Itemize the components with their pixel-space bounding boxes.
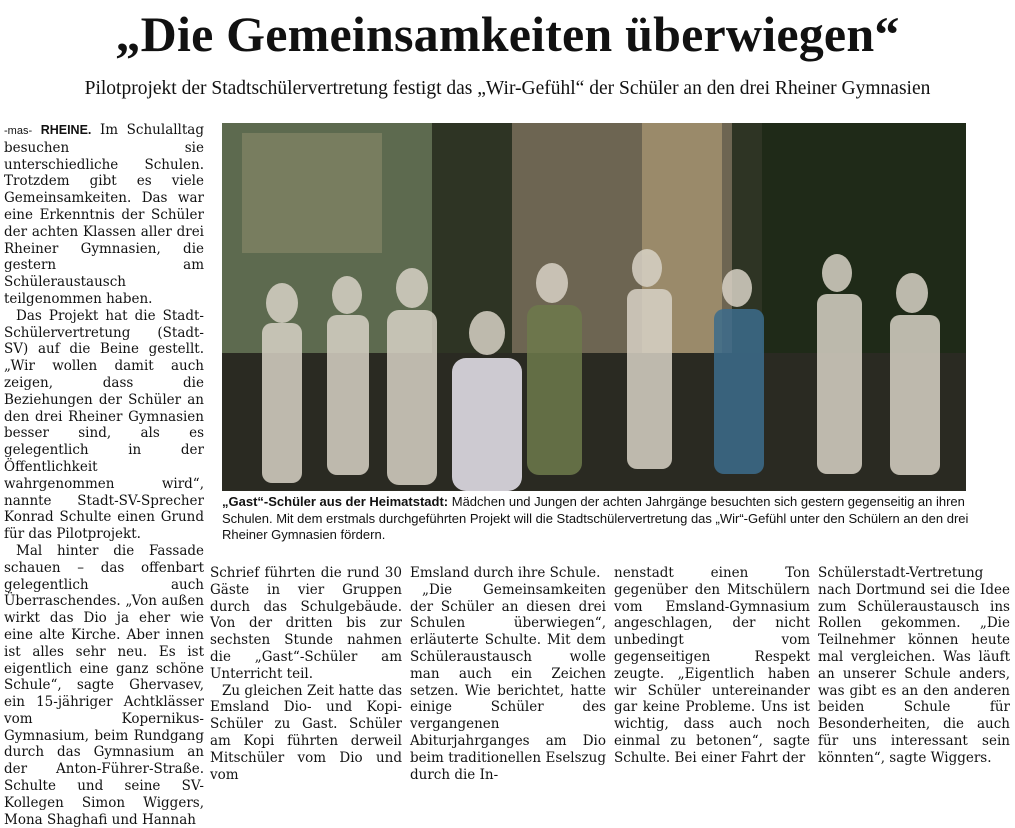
paragraph: nenstadt einen Ton gegenüber den Mitschülern vom Emsland-Gymnasium angeschlagen, der nicht unbedingt vom gegenseitigen Respekt zeugte. „Eigentlich haben wir Schüler untereinander gar keine Probleme. Uns ist wichtig, dass auch noch einmal zu betonen“, sagte Schulte. Bei einer Fahrt der [614,565,810,766]
text-column-3 [410,565,606,783]
text-column-1 [4,122,204,828]
author-tag: -mas- [4,125,33,137]
caption-title: „Gast“-Schüler aus der Heimatstadt: [222,494,449,509]
text-column-2 [210,565,402,783]
text-column-4 [614,565,810,767]
paragraph: „Die Gemeinsamkeiten der Schüler an diesen drei Schulen überwiegen“, erläuterte Schulte. Mit dem Schüleraustausch wolle man auch ein Zeichen setzen. Wie berichtet, hatte einige Schüler des vergangenen Abiturjahrganges am Dio beim traditionellen Eselszug durch die In- [410,581,606,783]
paragraph: Emsland durch ihre Schule. [410,565,601,581]
dateline: RHEINE. [40,123,92,137]
subheadline: Pilotprojekt der Stadtschülervertretung festigt das „Wir-Gefühl“ der Schüler an den drei Rheiner Gymnasien [84,78,931,99]
caption-text: Mädchen und Jungen der achten Jahrgänge besuchten sich gestern gegenseitig an ihren Schulen. Mit dem erstmals durchgeführten Projekt will die Stadtschülervertretung das „Wir“-Gefühl unter den Schülern an den drei Rheiner Gymnasien fördern. [222,494,969,542]
text-column-5 [818,565,1010,767]
photo-caption [222,494,970,544]
paragraph: Schrief führten die rund 30 Gäste in vier Gruppen durch das Schulgebäude. Von der dritten bis zur sechsten Stunde nahmen die „Gast“-Schüler am Unterricht teil. [210,565,402,682]
group-photo [222,123,966,491]
headline: „Die Gemeinsamkeiten überwiegen“ [115,6,900,62]
paragraph: Schülerstadt-Vertretung nach Dortmund sei die Idee zum Schüleraustausch ins Rollen gekommen. „Die Teilnehmer können heute mal vergleichen. Was läuft an unserer Schule anders, was gibt es an den anderen beiden Schule für Besonderheiten, die auch für uns interessant sein könnten“, sagte Wiggers. [818,565,1010,766]
paragraph-text: Im Schulalltag besuchen sie unterschiedliche Schulen. Trotzdem gibt es viele Gemeinsamkeiten. Das war eine Erkenntnis der Schüler der achten Klassen aller drei Rheiner Gymnasien, die gestern am Schüleraustausch teilgenommen haben. [4,122,204,307]
paragraph [4,122,204,308]
paragraph: Das Projekt hat die Stadt-Schülervertretung (Stadt-SV) auf die Beine gestellt. „Wir wollen damit auch zeigen, dass die Beziehungen der Schüler an den drei Rheiner Gymnasien besser sind, als es gelegentlich in der Öffentlichkeit wahrgenommen wird“, nannte Stadt-SV-Sprecher Konrad Schulte einen Grund für das Pilotprojekt. [4,307,204,543]
paragraph: Mal hinter die Fassade schauen – das offenbart gelegentlich auch Überraschendes. „Von außen wirkt das Dio ja eher wie eine alte Kirche. Aber innen ist alles sehr neu. Es ist eigentlich eine ganz schöne Schule“, sagte Ghervasev, ein 15-jähriger Achtklässer vom Kopernikus-Gymnasium, beim Rundgang durch das Gymnasium an der Anton-Führer-Straße. Schulte und seine SV-Kollegen Simon Wiggers, Mona Shaghafi und Hannah [4,542,204,828]
paragraph: Zu gleichen Zeit hatte das Emsland Dio- und Kopi-Schüler zu Gast. Schüler am Kopi führten derweil Mitschüler vom Dio und vom [210,682,402,783]
